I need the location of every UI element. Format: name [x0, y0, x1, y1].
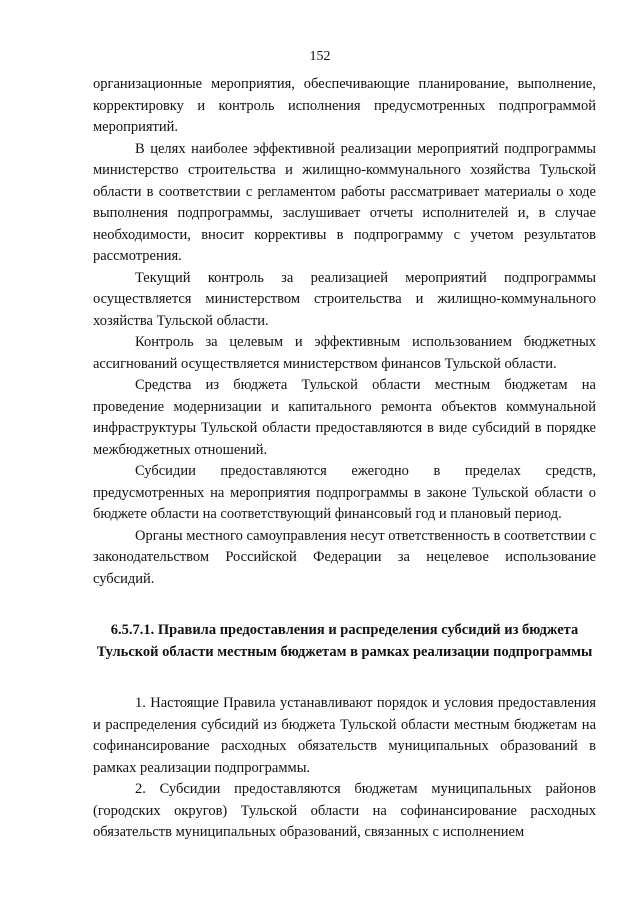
document-body — [93, 74, 596, 844]
paragraph: Текущий контроль за реализацией мероприятий подпрограммы осуществляется министерством строительства и жилищно-коммунального хозяйства Тульской области. — [93, 269, 596, 329]
paragraph: 1. Настоящие Правила устанавливают порядок и условия предоставления и распределения субсидий из бюджета Тульской области местным бюджетам на софинансирование расходных обязательств муниципальных образований в рамках реализации подпрограммы. — [93, 695, 596, 776]
paragraph: В целях наиболее эффективной реализации мероприятий подпрограммы министерство строительства и жилищно-коммунального хозяйства Тульской области в соответствии с регламентом работы рассматривает материалы о ходе выполнения подпрограммы, заслушивает отчеты исполнителей и, в случае необходимости, вносит коррективы в подпрограмму с учетом результатов рассмотрения. — [93, 140, 596, 264]
paragraph: Средства из бюджета Тульской области местным бюджетам на проведение модернизации и капитального ремонта объектов коммунальной инфраструктуры Тульской области предоставляются в виде субсидий в порядке межбюджетных отношений. — [93, 377, 596, 458]
paragraph: 2. Субсидии предоставляются бюджетам муниципальных районов (городских округов) Тульской области на софинансирование расходных обязательств муниципальных образований, связанных с исполнением — [93, 781, 596, 840]
paragraph: организационные мероприятия, обеспечивающие планирование, выполнение, корректировку и контроль исполнения предусмотренных подпрограммой мероприятий. — [93, 76, 596, 135]
paragraph: Субсидии предоставляются ежегодно в пределах средств, предусмотренных на мероприятия подпрограммы в законе Тульской области о бюджете области на соответствующий финансовый год и плановый период. — [93, 463, 596, 522]
paragraph: Органы местного самоуправления несут ответственность в соответствии с законодательством Российской Федерации за нецелевое использование субсидий. — [93, 527, 596, 587]
paragraph: Контроль за целевым и эффективным использованием бюджетных ассигнований осуществляется министерством финансов Тульской области. — [93, 334, 596, 372]
section-heading: 6.5.7.1. Правила предоставления и распределения субсидий из бюджета Тульской области местным бюджетам в рамках реализации подпрограммы — [96, 622, 593, 660]
page-number: 152 — [309, 49, 331, 64]
